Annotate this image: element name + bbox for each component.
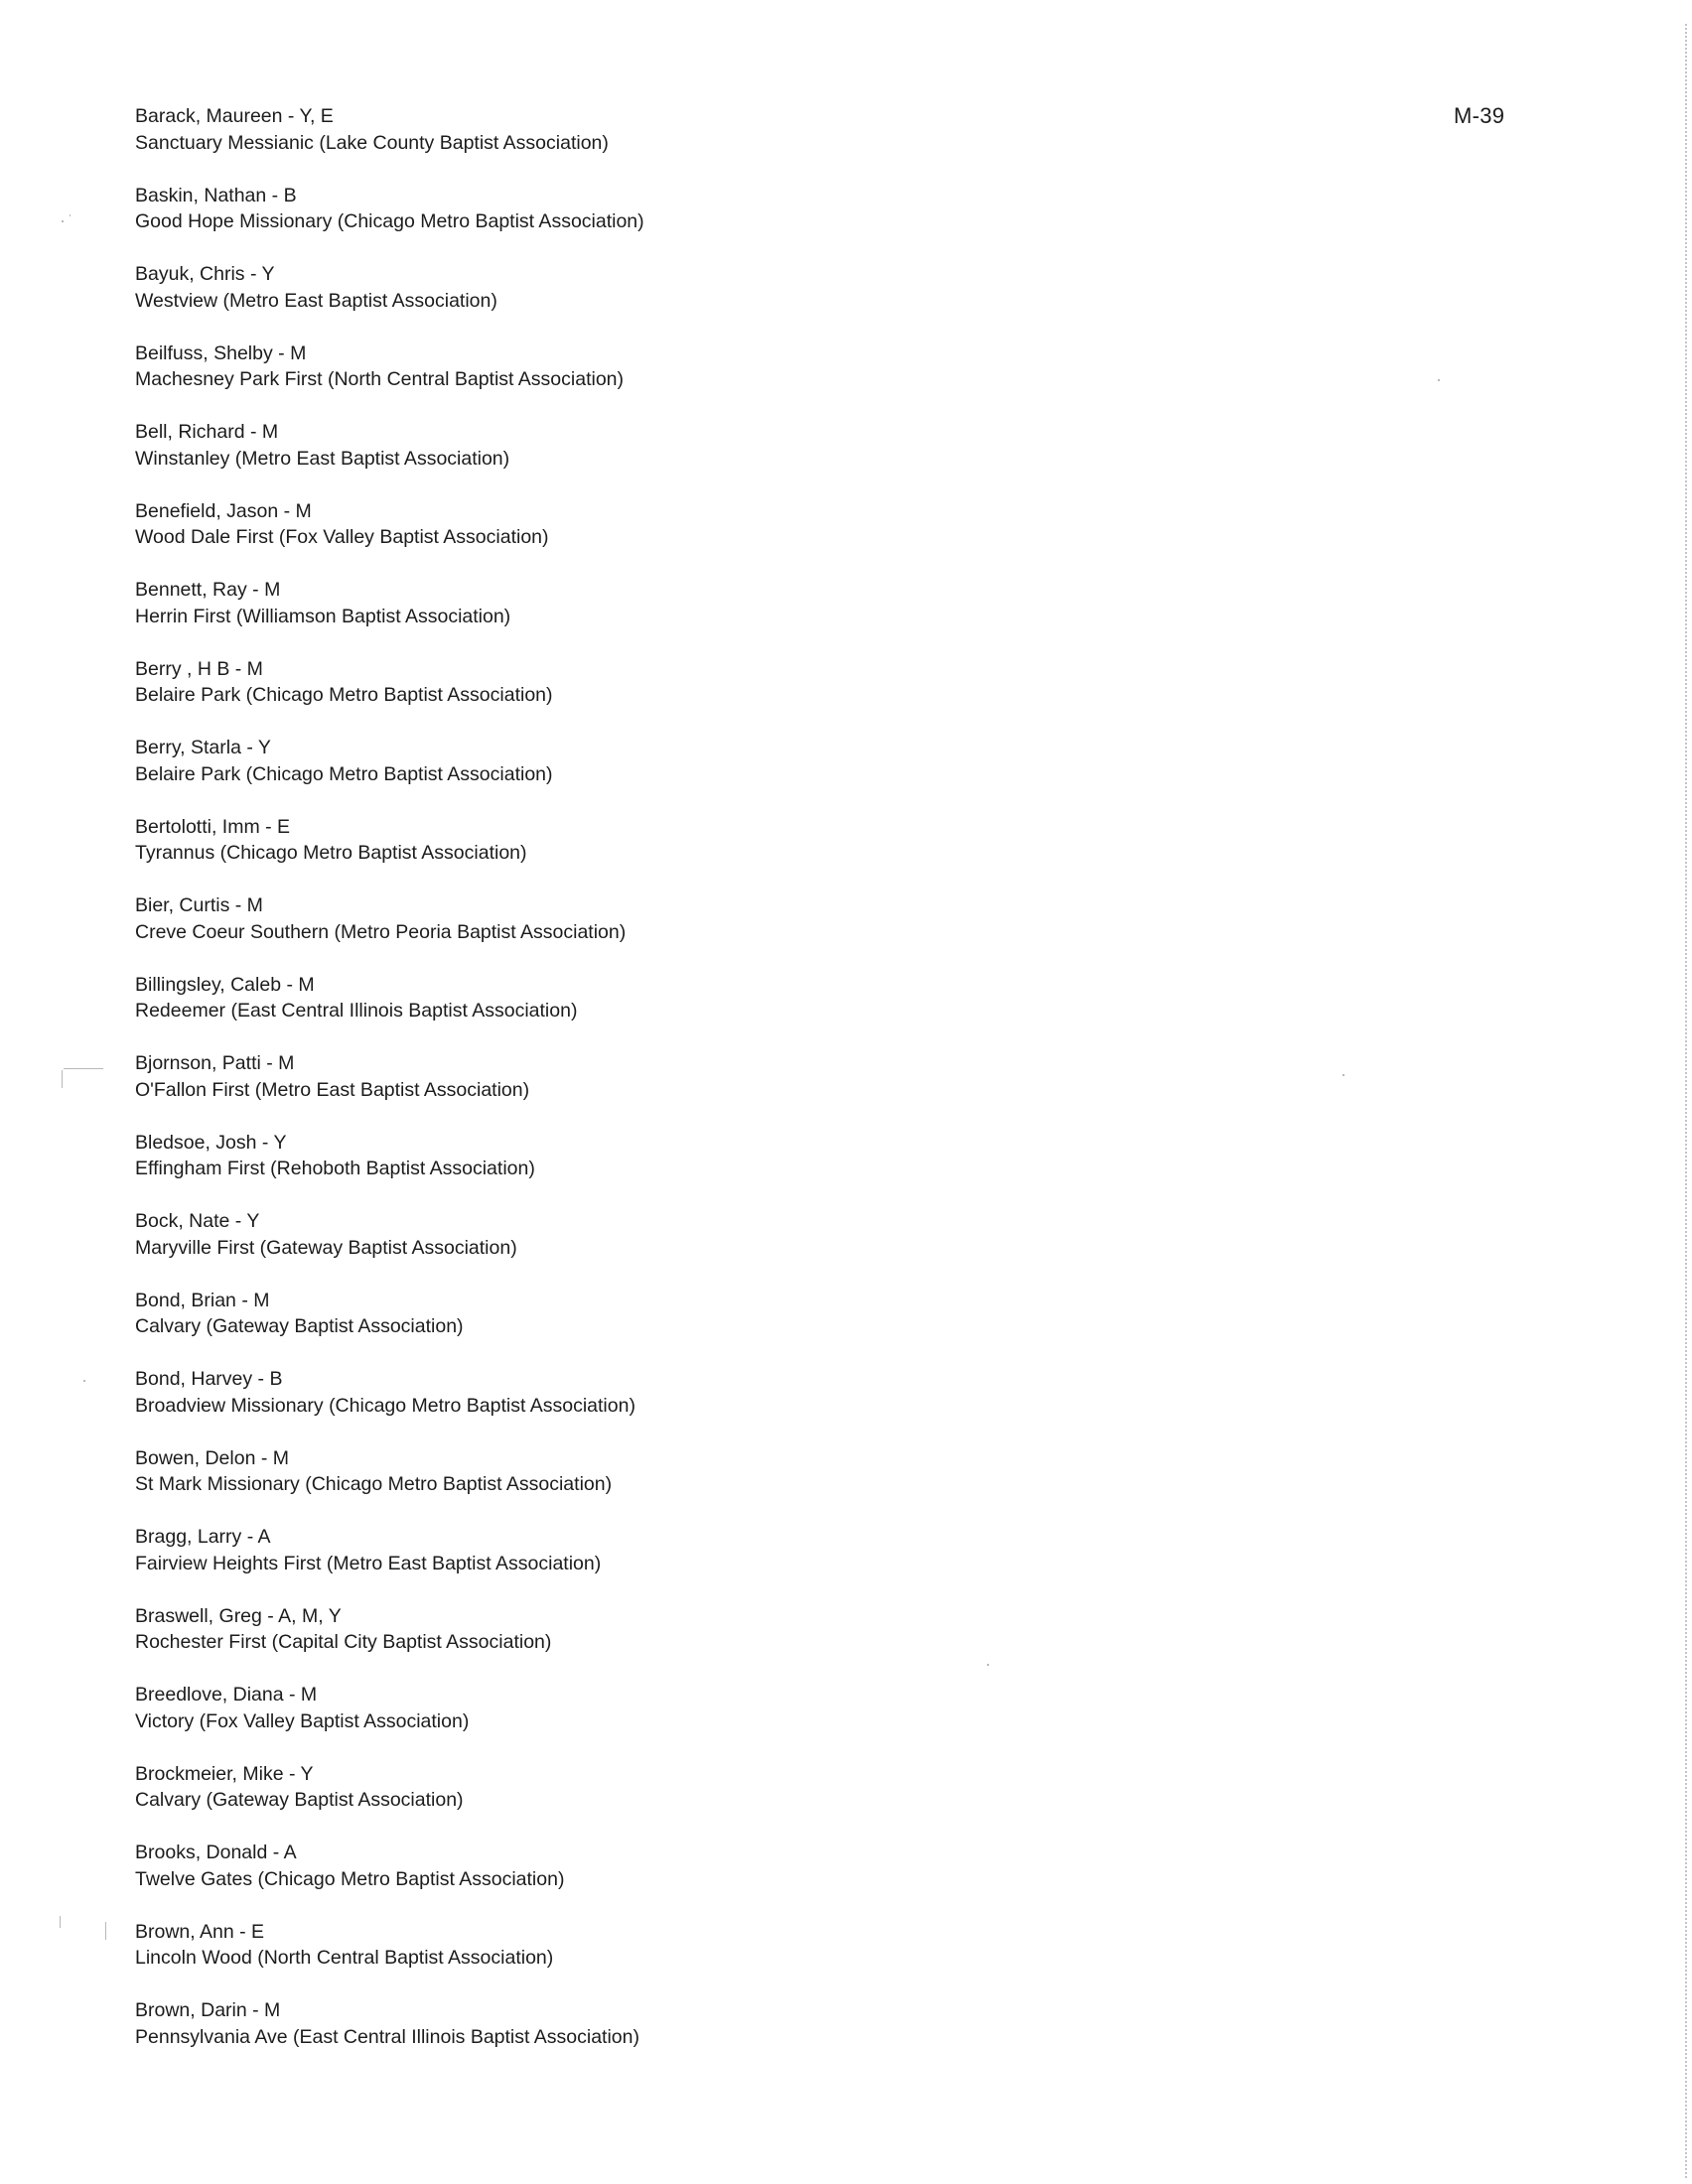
list-item: [135, 498, 1227, 578]
list-item: [135, 1524, 1227, 1603]
list-item: [135, 1840, 1227, 1919]
list-item: [135, 1050, 1227, 1130]
person-name: Bock, Nate - Y: [135, 1210, 260, 1232]
person-name: Bowen, Delon - M: [135, 1446, 289, 1469]
list-item: [135, 261, 1227, 341]
list-item: [135, 814, 1227, 893]
scan-speck: [1342, 1074, 1344, 1076]
person-name: Bond, Brian - M: [135, 1289, 270, 1311]
person-name: Bell, Richard - M: [135, 421, 279, 443]
church-name: Victory (Fox Valley Baptist Association): [135, 1709, 470, 1732]
church-name: Herrin First (Williamson Baptist Association): [135, 605, 511, 627]
list-item: [135, 341, 1227, 420]
church-name: Twelve Gates (Chicago Metro Baptist Association): [135, 1867, 565, 1890]
church-name: Pennsylvania Ave (East Central Illinois Baptist Association): [135, 2025, 639, 2048]
church-name: Good Hope Missionary (Chicago Metro Baptist Association): [135, 210, 644, 232]
church-name: Wood Dale First (Fox Valley Baptist Association): [135, 526, 549, 548]
person-name: Bier, Curtis - M: [135, 894, 263, 916]
church-name: Belaire Park (Chicago Metro Baptist Association): [135, 762, 553, 785]
person-name: Bennett, Ray - M: [135, 579, 281, 601]
church-name: Sanctuary Messianic (Lake County Baptist Association): [135, 131, 609, 154]
scan-speck: [1438, 379, 1440, 381]
person-name: Bjornson, Patti - M: [135, 1052, 295, 1074]
list-item: [135, 1761, 1227, 1841]
scan-speck: [60, 1916, 61, 1928]
church-name: Fairview Heights First (Metro East Baptist Association): [135, 1552, 602, 1574]
scan-speck: [83, 1380, 85, 1382]
person-name: Barack, Maureen - Y, E: [135, 105, 334, 127]
list-item: [135, 1682, 1227, 1761]
person-name: Bragg, Larry - A: [135, 1526, 271, 1548]
church-name: Machesney Park First (North Central Baptist Association): [135, 368, 625, 390]
person-name: Bond, Harvey - B: [135, 1368, 283, 1390]
church-name: St Mark Missionary (Chicago Metro Baptist Association): [135, 1473, 613, 1495]
scan-speck: [62, 1070, 63, 1088]
person-name: Brown, Darin - M: [135, 1999, 281, 2021]
person-name: Berry , H B - M: [135, 657, 263, 680]
list-item: [135, 1445, 1227, 1525]
church-name: Maryville First (Gateway Baptist Association): [135, 1236, 517, 1259]
list-item: [135, 972, 1227, 1051]
person-name: Beilfuss, Shelby - M: [135, 341, 307, 364]
directory-list: [135, 103, 1227, 2077]
list-item: [135, 1997, 1227, 2077]
list-item: [135, 735, 1227, 814]
person-name: Benefield, Jason - M: [135, 499, 312, 522]
person-name: Brockmeier, Mike - Y: [135, 1762, 314, 1785]
person-name: Bayuk, Chris - Y: [135, 263, 275, 285]
church-name: Rochester First (Capital City Baptist Association): [135, 1631, 552, 1653]
person-name: Brooks, Donald - A: [135, 1842, 297, 1863]
person-name: Baskin, Nathan - B: [135, 184, 297, 206]
person-name: Breedlove, Diana - M: [135, 1684, 318, 1706]
scan-speck: [64, 1068, 103, 1069]
person-name: Brown, Ann - E: [135, 1920, 265, 1943]
church-name: Tyrannus (Chicago Metro Baptist Association): [135, 842, 527, 864]
scan-speck: [105, 1922, 106, 1940]
church-name: Creve Coeur Southern (Metro Peoria Baptist Association): [135, 920, 627, 943]
list-item: [135, 183, 1227, 262]
church-name: O'Fallon First (Metro East Baptist Association): [135, 1078, 530, 1101]
church-name: Calvary (Gateway Baptist Association): [135, 1789, 464, 1811]
scan-speck: [987, 1664, 989, 1666]
church-name: Broadview Missionary (Chicago Metro Baptist Association): [135, 1394, 635, 1417]
list-item: [135, 1208, 1227, 1288]
person-name: Bertolotti, Imm - E: [135, 815, 291, 838]
church-name: Winstanley (Metro East Baptist Association): [135, 447, 510, 470]
person-name: Braswell, Greg - A, M, Y: [135, 1604, 342, 1627]
list-item: [135, 103, 1227, 183]
scan-edge-line: [1685, 24, 1687, 2178]
list-item: [135, 577, 1227, 656]
list-item: [135, 656, 1227, 736]
list-item: [135, 1603, 1227, 1683]
list-item: [135, 1130, 1227, 1209]
list-item: [135, 1919, 1227, 1998]
page-number: M-39: [1454, 103, 1505, 128]
church-name: Calvary (Gateway Baptist Association): [135, 1315, 464, 1337]
list-item: [135, 892, 1227, 972]
church-name: Effingham First (Rehoboth Baptist Association): [135, 1158, 535, 1179]
church-name: Redeemer (East Central Illinois Baptist Association): [135, 1000, 578, 1022]
church-name: Westview (Metro East Baptist Association): [135, 289, 497, 312]
church-name: Lincoln Wood (North Central Baptist Association): [135, 1947, 554, 1969]
list-item: [135, 1366, 1227, 1445]
church-name: Belaire Park (Chicago Metro Baptist Association): [135, 684, 553, 706]
person-name: Billingsley, Caleb - M: [135, 973, 315, 996]
scan-speck: [62, 220, 64, 222]
person-name: Bledsoe, Josh - Y: [135, 1131, 287, 1154]
list-item: [135, 1288, 1227, 1367]
list-item: [135, 419, 1227, 498]
person-name: Berry, Starla - Y: [135, 737, 271, 758]
